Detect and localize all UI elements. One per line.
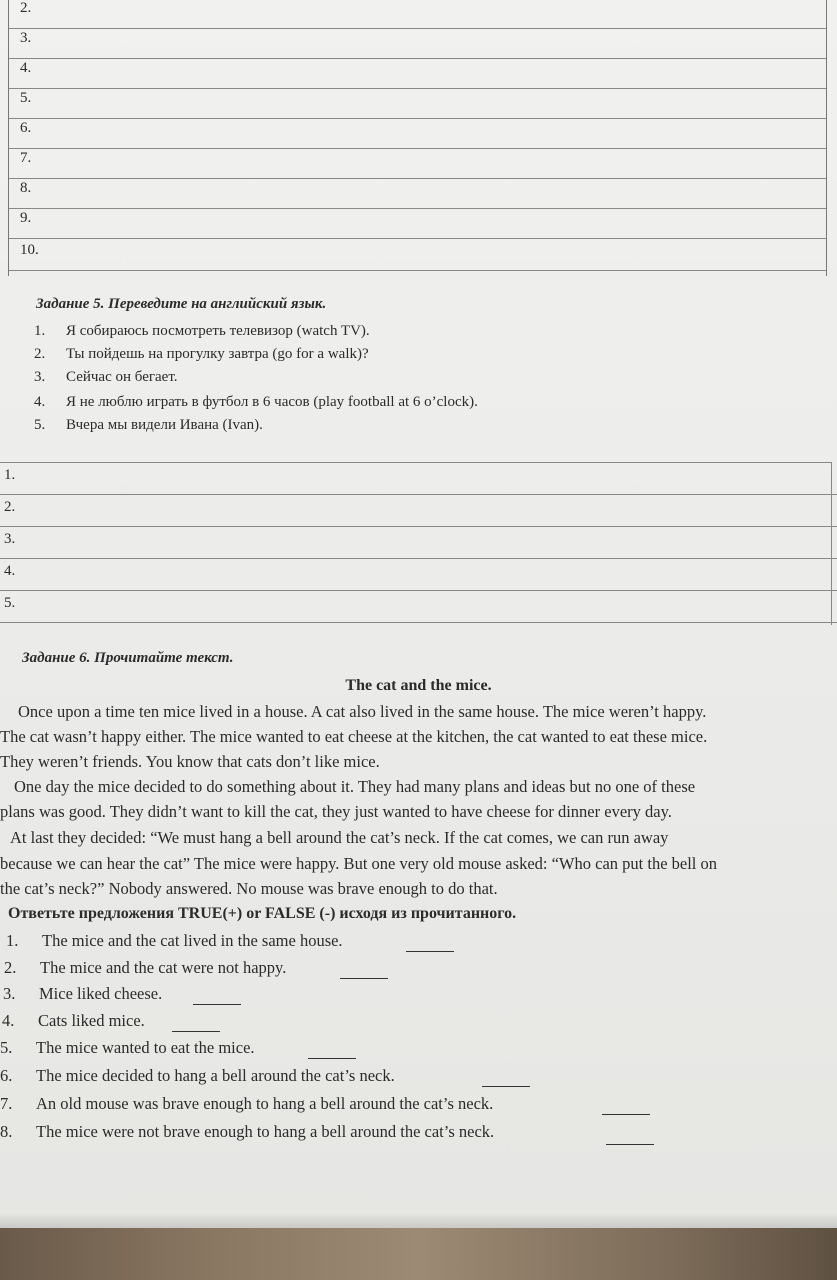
answer-line[interactable] bbox=[0, 590, 837, 623]
line-number: 5. bbox=[4, 595, 16, 611]
answer-blank[interactable] bbox=[606, 1143, 654, 1145]
story-line: The cat wasn’t happy either. The mice wanted to eat cheese at the kitchen, the cat wanted to eat these mice. bbox=[0, 727, 708, 746]
page-shadow bbox=[0, 1212, 837, 1228]
story-title: The cat and the mice. bbox=[345, 677, 492, 694]
answer-blank[interactable] bbox=[308, 1057, 356, 1059]
task6-title: Задание 6. Прочитайте текст. bbox=[22, 650, 234, 666]
answer-line[interactable] bbox=[0, 462, 837, 495]
row-number: 9. bbox=[20, 210, 32, 226]
line-number: 2. bbox=[4, 499, 16, 515]
answer-blank[interactable] bbox=[482, 1085, 530, 1087]
task5-title: Задание 5. Переведите на английский язык. bbox=[36, 296, 327, 312]
desk-surface bbox=[0, 1228, 837, 1280]
line-number: 1. bbox=[4, 467, 16, 483]
line-number: 3. bbox=[4, 531, 16, 547]
story-line: because we can hear the cat” The mice were happy. But one very old mouse asked: “Who can put the bell on bbox=[0, 854, 718, 873]
answer-row[interactable] bbox=[9, 178, 826, 209]
answer-blank[interactable] bbox=[193, 1003, 241, 1005]
story-line: They weren’t friends. You know that cats don’t like mice. bbox=[0, 752, 380, 771]
answer-blank[interactable] bbox=[602, 1113, 650, 1115]
answer-row[interactable] bbox=[9, 118, 826, 149]
true-false-heading: Ответьте предложения TRUE(+) or FALSE (-) исходя из прочитанного. bbox=[8, 905, 517, 922]
story-line: Once upon a time ten mice lived in a house. A cat also lived in the same house. The mice weren’t happy. bbox=[18, 702, 707, 721]
row-number: 6. bbox=[20, 120, 32, 136]
story-line: plans was good. They didn’t want to kill the cat, they just wanted to have cheese for dinner every day. bbox=[0, 802, 672, 821]
answer-table bbox=[8, 0, 827, 276]
answer-line[interactable] bbox=[0, 526, 837, 559]
story-line: At last they decided: “We must hang a bell around the cat’s neck. If the cat comes, we can run away bbox=[10, 828, 669, 847]
answer-line[interactable] bbox=[0, 494, 837, 527]
row-number: 10. bbox=[20, 242, 39, 258]
answer-blank[interactable] bbox=[340, 977, 388, 979]
answer-row[interactable] bbox=[9, 88, 826, 119]
answer-line[interactable] bbox=[0, 558, 837, 591]
line-number: 4. bbox=[4, 563, 16, 579]
row-number: 4. bbox=[20, 60, 32, 76]
answer-row[interactable] bbox=[9, 240, 826, 271]
answer-row[interactable] bbox=[9, 0, 826, 29]
answer-row[interactable] bbox=[9, 28, 826, 59]
row-number: 7. bbox=[20, 150, 32, 166]
answer-blank[interactable] bbox=[172, 1030, 220, 1032]
answer-row[interactable] bbox=[9, 148, 826, 179]
answer-row[interactable] bbox=[9, 58, 826, 89]
story-line: One day the mice decided to do something about it. They had many plans and ideas but no one of these bbox=[14, 777, 696, 796]
row-number: 3. bbox=[20, 30, 32, 46]
story-line: the cat’s neck?” Nobody answered. No mouse was brave enough to do that. bbox=[0, 879, 498, 898]
row-number: 5. bbox=[20, 90, 32, 106]
row-number: 2. bbox=[20, 0, 32, 16]
row-number: 8. bbox=[20, 180, 32, 196]
worksheet-page: 2. 3. 4. 5. 6. 7. 8. 9. 10. Задание 5. Переведите на английский язык. 1. Я собираюсь посмотреть телевизор (watch TV). 2. Ты пойдешь на прогулку завтра (go for a walk)? 3. Сейчас он бегает. 4. Я не люблю играть в футбол в 6 часов (play football at 6 o’clock). 5. Вчера мы видели Ивана (Ivan). 1. 2. 3. 4. 5. Задание 6. Прочитайте текст. The cat and the mice. Once upon a time ten mice lived in a house. A cat also lived in the same house. The mice weren’t happy. The cat wasn’t happy either. The mice wanted to eat cheese at the kitchen, the cat wanted to eat these mice. They weren’t friends. You know that cats don’t like mice. One day the mice decided to do something about it. They had many plans and ideas but no one of these plans was good. They didn’t want to kill the cat, they just wanted to have cheese for dinner every day. At last they decided: “We must hang a bell around the cat’s neck. If the cat comes, we can run away because we can hear the cat” The mice were happy. But one very old mouse asked: “Who can put the bell on the cat’s neck?” Nobody answered. No mouse was brave enough to do that. Ответьте предложения TRUE(+) or FALSE (-) исходя из прочитанного. 1. The mice and the cat lived in the same house. 2. The mice and the cat were not happy. 3. Mice liked cheese. 4. Cats liked mice. 5. The mice wanted to eat the mice. 6. The mice decided to hang a bell around the cat’s neck. 7. An old mouse was brave enough to hang a bell around the cat’s neck. 8. The mice were not brave enough to hang a bell around the cat’s neck. bbox=[0, 0, 837, 1228]
answer-blank[interactable] bbox=[406, 950, 454, 952]
answer-row[interactable] bbox=[9, 208, 826, 239]
